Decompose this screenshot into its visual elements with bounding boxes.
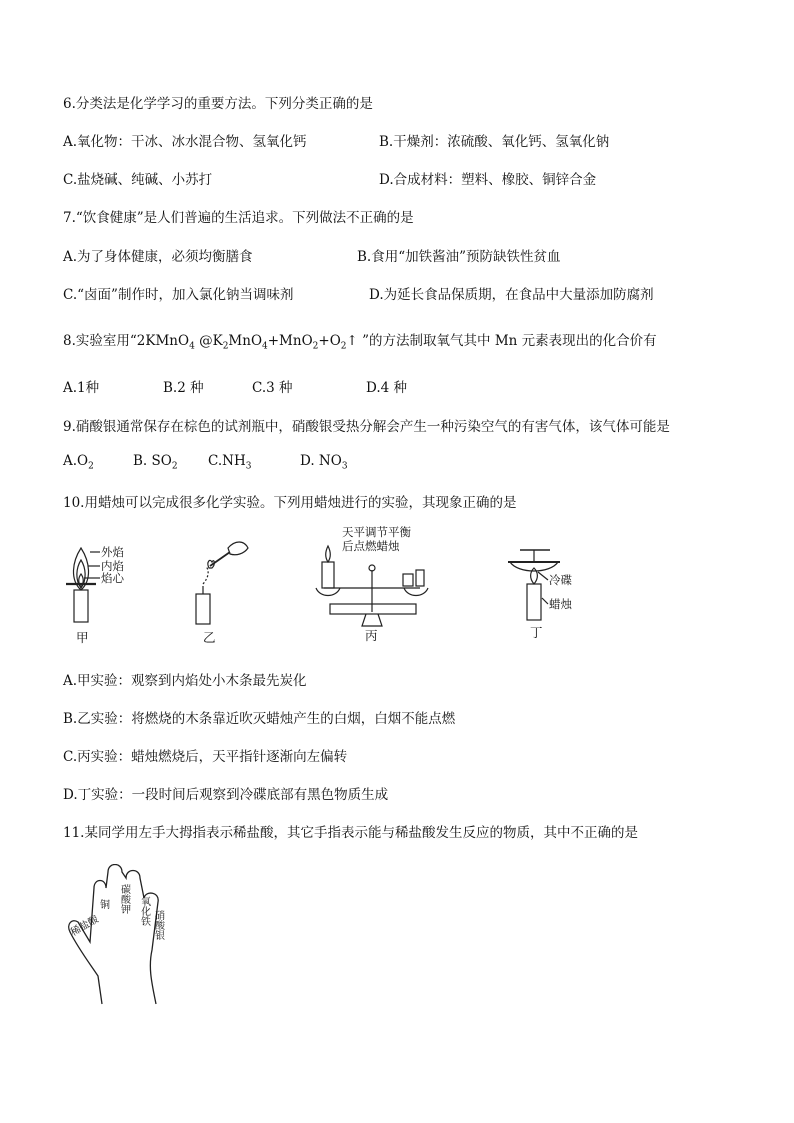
pinky-finger-label: 硝酸银	[152, 910, 164, 940]
q10-candle-experiments-figure	[60, 522, 590, 647]
label-inner-flame: 内焰	[101, 559, 124, 573]
burning-stick-icon	[210, 552, 230, 566]
label-bing: 丙	[365, 628, 378, 643]
left-pan-icon	[316, 588, 340, 596]
q8-option-b: B.2 种	[163, 380, 204, 396]
q8-option-c: C.3 种	[252, 380, 293, 396]
q8-equation: 2KMnO$_4$ $@K_2MnO_4+MnO_2+O_2↑$	[136, 333, 363, 352]
thumb-label: 稀盐酸	[69, 914, 101, 939]
hand-icon	[228, 542, 248, 555]
q9-option-c: $C.NH_3$	[208, 453, 252, 472]
candle-ding-icon	[527, 584, 541, 620]
white-smoke-icon	[203, 566, 208, 584]
label-jia: 甲	[76, 630, 89, 645]
q7-option-b: B.食用“加铁酱油”预防缺铁性贫血	[357, 249, 561, 265]
experiment-jia	[66, 548, 100, 622]
q9-option-a: $A.O_2$	[63, 453, 94, 472]
label-ding: 丁	[530, 625, 543, 640]
q10-stem: 10.用蜡烛可以完成很多化学实验。下列用蜡烛进行的实验，其现象正确的是	[63, 495, 517, 511]
q7-option-d: D.为延长食品保质期，在食品中大量添加防腐剂	[369, 287, 654, 303]
weight-icon	[403, 574, 413, 586]
cold-dish-icon	[510, 562, 558, 571]
balance-base-icon	[330, 604, 416, 614]
label-yi: 乙	[203, 630, 216, 645]
experiment-yi	[196, 542, 248, 624]
hand-outline-icon	[69, 865, 158, 1005]
label-outer-flame: 外焰	[101, 545, 124, 559]
q8-option-a: A.1种	[63, 380, 100, 396]
experiment-bing	[316, 546, 428, 626]
q10-option-c: C.丙实验：蜡烛燃烧后，天平指针逐渐向左偏转	[63, 749, 348, 765]
q6-option-d: D.合成材料：塑料、橡胶、铜锌合金	[379, 172, 597, 188]
q10-option-a: A.甲实验：观察到内焰处小木条最先炭化	[63, 673, 307, 689]
q9-option-b: B. $SO_2$	[133, 453, 178, 472]
q11-stem: 11.某同学用左手大拇指表示稀盐酸，其它手指表示能与稀盐酸发生反应的物质，其中不正确的是	[63, 825, 638, 841]
q9-stem: 9.硝酸银通常保存在棕色的试剂瓶中，硝酸银受热分解会产生一种污染空气的有害气体，该气体可能是	[63, 419, 670, 435]
q6-option-b: B.干燥剂：浓硫酸、氧化钙、氢氧化钠	[379, 134, 610, 150]
right-pan-icon	[404, 588, 428, 596]
q11-hand-figure	[60, 864, 210, 1009]
label-balance-note-1: 天平调节平衡	[342, 525, 411, 539]
q8-option-d: D.4 种	[366, 380, 408, 396]
q9-option-d: D. $NO_3$	[300, 453, 348, 472]
ring-finger-label: 氧化铁	[138, 896, 150, 926]
candle-yi-icon	[196, 594, 210, 624]
candle-jia-icon	[74, 590, 88, 622]
q10-option-b: B.乙实验：将燃烧的木条靠近吹灭蜡烛产生的白烟，白烟不能点燃	[63, 711, 456, 727]
label-balance-note-2: 后点燃蜡烛	[342, 539, 400, 553]
q7-option-a: A.为了身体健康，必须均衡膳食	[63, 249, 253, 265]
q7-stem: 7.“饮食健康”是人们普遍的生活追求。下列做法不正确的是	[63, 210, 414, 226]
q6-option-a: A.氧化物：干冰、冰水混合物、氢氧化钙	[63, 134, 307, 150]
candle-bing-icon	[322, 562, 334, 588]
label-cold-dish: 冷碟	[549, 573, 572, 587]
q6-stem: 6.分类法是化学学习的重要方法。下列分类正确的是	[63, 96, 373, 112]
q6-option-c: C.盐烧碱、纯碱、小苏打	[63, 172, 213, 188]
q7-option-c: C.“卤面”制作时，加入氯化钠当调味剂	[63, 287, 294, 303]
middle-finger-label: 碳酸钾	[118, 884, 130, 914]
label-flame-core: 焰心	[101, 571, 124, 585]
q10-option-d: D.丁实验：一段时间后观察到冷碟底部有黑色物质生成	[63, 787, 389, 803]
index-finger-label: 铜	[100, 900, 110, 911]
label-candle: 蜡烛	[549, 597, 572, 611]
q8-stem: 8.实验室用“2KMnO$_4$ $@K_2MnO_4+MnO_2+O_2↑$ ”的方法制取氧气其中 Mn 元素表现出的化合价有	[63, 333, 657, 352]
